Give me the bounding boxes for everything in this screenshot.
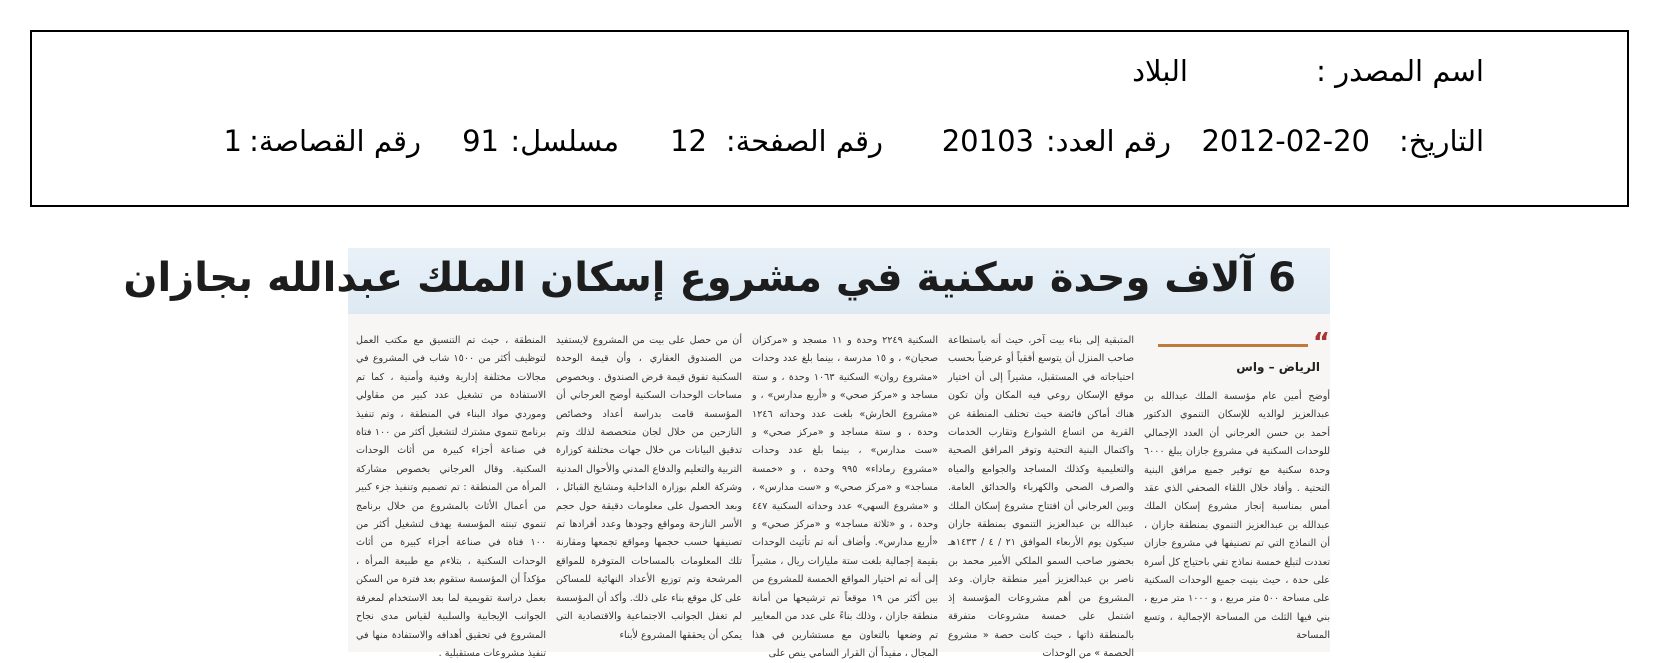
article-column-3: السكنية ٢٢٤٩ وحدة و ١١ مسجد و «مركزان صحيان» ، و ١٥ مدرسة ، بينما بلغ عدد وحدات «مشروع روان» السكنية ١٠٦٣ وحدة ، و ستة مساجد و «مركز صحي» و «أربع مدارس» ، و «مشروع الخارش» بلغت عدد وحداته ١٢٤٦ وحدة ، و ستة مساجد و «مركز صحي» و «ست مدارس» ، بينما بلغ عدد وحدات «مشروع رماداء» ٩٩٥ وحدة ، و «خمسة مساجد» و «مركز صحي» و «ست مدارس» ، و «مشروع السهي» عدد وحداته السكنية ٤٤٧ وحدة ، و «ثلاثة مساجد» و «مركز صحي» و «أربع مدارس». وأضاف أنه تم تأثيث الوحدات بقيمة إجمالية بلغت ستة مليارات ريال ، مشيراً إلى أنه تم اختيار المواقع الخمسة للمشروع من بين أكثر من ١٩ موقعاً تم ترشيحها من أمانة منطقة جازان ، وذلك بناءً على عدد من المعايير تم وضعها بالتعاون مع مستشارين في هذا المجال ، مفيداً أن القرار السامي ينص على	[752, 335, 938, 659]
issue-value: 20103	[941, 124, 1034, 158]
article-byline: الرياض – واس	[1236, 360, 1320, 374]
clip-number-value: 1	[223, 124, 242, 158]
article-headline: 6 آلاف وحدة سكنية في مشروع إسكان الملك عبدالله بجازان	[123, 255, 1296, 301]
article-column-5: المنطقة ، حيث تم التنسيق مع مكتب العمل لتوظيف أكثر من ١٥٠٠ شاب في المشروع في مجالات مختلفة إدارية وفنية وأمنية ، كما تم الاستفادة من تشغيل عدد كبير من مقاولي وموردي مواد البناء في المنطقة ، وتم تنفيذ برنامج تنموي مشترك لتشغيل أكثر من ١٠٠ فتاة في صناعة أجزاء كبيرة من أثاث الوحدات السكنية. وقال العرجاني بخصوص مشاركة المرأة من المنطقة : تم تصميم وتنفيذ جزء كبير من أعمال الأثاث بالمشروع من خلال برنامج تنموي تبنته المؤسسة يهدف لتشغيل أكثر من ١٠٠ فتاة في صناعة أجزاء كبيرة من أثاث الوحدات السكنية ، بتلاءم مع طبيعة المرأة ، مؤكداً أن المؤسسة ستقوم بعد فترة من السكن بعمل دراسة تقويمية لما بعد الاستخدام لمعرفة الجوانب الإيجابية والسلبية لقياس مدى نجاح المشروع في تحقيق أهدافه والاستفادة منها في تنفيذ مشروعات مستقبلية .	[356, 335, 546, 659]
clipping-info-box	[30, 30, 1629, 207]
quote-mark-icon: “	[1312, 328, 1330, 358]
source-label: اسم المصدر :	[1316, 54, 1484, 88]
issue-label: رقم العدد:	[1045, 124, 1171, 158]
date-value: 2012-02-20	[1201, 124, 1370, 158]
clip-number-label: رقم القصاصة:	[249, 124, 421, 158]
serial-label: مسلسل:	[510, 124, 619, 158]
serial-value: 91	[462, 124, 499, 158]
divider	[1158, 344, 1308, 347]
date-label: التاريخ:	[1398, 124, 1484, 158]
article-column-2: المتبقية إلى بناء بيت آخر، حيث أنه باستطاعة صاحب المنزل أن يتوسع أفقياً أو عرضياً بحسب احتياجاته في المستقبل، مشيراً إلى أن اختيار موقع الإسكان روعي فيه المكان وأن تكون هناك أماكن فائضة حيث تختلف المنطقة عن القرية من اتساع الشوارع وتقارب الخدمات واكتمال البنية التحتية وتوفر المرافق الصحية والتعليمية وكذلك المساجد والجوامع والمياه والصرف الصحي والكهرباء والحدائق العامة. وبين العرجاني أن افتتاح مشروع إسكان الملك عبدالله بن عبدالعزيز التنموي بمنطقة جازان سيكون يوم الأربعاء الموافق ٢١ / ٤ / ١٤٣٣هـ بحضور صاحب السمو الملكي الأمير محمد بن ناصر بن عبدالعزيز أمير منطقة جازان. وعد المشروع من أهم مشروعات المؤسسة إذ اشتمل على خمسة مشروعات متفرقة بالمنطقة ذاتها ، حيث كانت حصة « مشروع الحصمة » من الوحدات	[948, 335, 1134, 659]
article-column-1: أوضح أمين عام مؤسسة الملك عبدالله بن عبدالعزيز لوالديه للإسكان التنموي الدكتور أحمد بن حسن العرجاني أن العدد الإجمالي للوحدات السكنية في مشروع جازان يبلغ ٦٠٠٠ وحدة سكنية مع توفير جميع مرافق البنية التحتية . وأفاد خلال اللقاء الصحفي الذي عقد أمس بمناسبة إنجاز مشروع إسكان الملك عبدالله بن عبدالعزيز التنموي بمنطقة جازان ، أن النماذج التي تم تصنيفها في مشروع جازان تعددت لتبلغ خمسة نماذج تفي باحتياج كل أسرة على حدة ، حيث بنيت جميع الوحدات السكنية على مساحة ٥٠٠ متر مربع ، و ١٠٠٠ متر مربع ، بني فيها الثلث من المساحة الإجمالية ، وتسع المساحة	[1144, 391, 1330, 642]
page-label: رقم الصفحة:	[725, 124, 883, 158]
source-value: البلاد	[1132, 54, 1188, 88]
article-column-4: أن من حصل على بيت من المشروع لايستفيد من الصندوق العقاري ، وأن قيمة الوحدة السكنية تفوق قيمة قرض الصندوق . وبخصوص مساحات الوحدات السكنية أوضح العرجاني أن المؤسسة قامت بدراسة أعداد وخصائص النازحين من خلال لجان متخصصة لذلك وتم تدقيق البيانات من خلال جهات مختلفة كوزارة التربية والتعليم والدفاع المدني والأحوال المدنية وشركة العلم بوزارة الداخلية ومشايخ القبائل ، وبعد الحصول على معلومات دقيقة حول حجم الأسر النازحة ومواقع وجودها وعدد أفرادها تم تصنيفها حسب حجمها ومواقع تجمعها ومقارنة تلك المعلومات بالمساحات المتوفرة للمواقع المرشحة وتم توزيع الأعداد النهائية للمساكن على كل موقع بناء على ذلك. وأكد أن المؤسسة لم تغفل الجوانب الاجتماعية والاقتصادية التي يمكن أن يحققها المشروع لأبناء	[556, 335, 742, 641]
page-value: 12	[670, 124, 707, 158]
newspaper-clipping	[123, 248, 1330, 659]
